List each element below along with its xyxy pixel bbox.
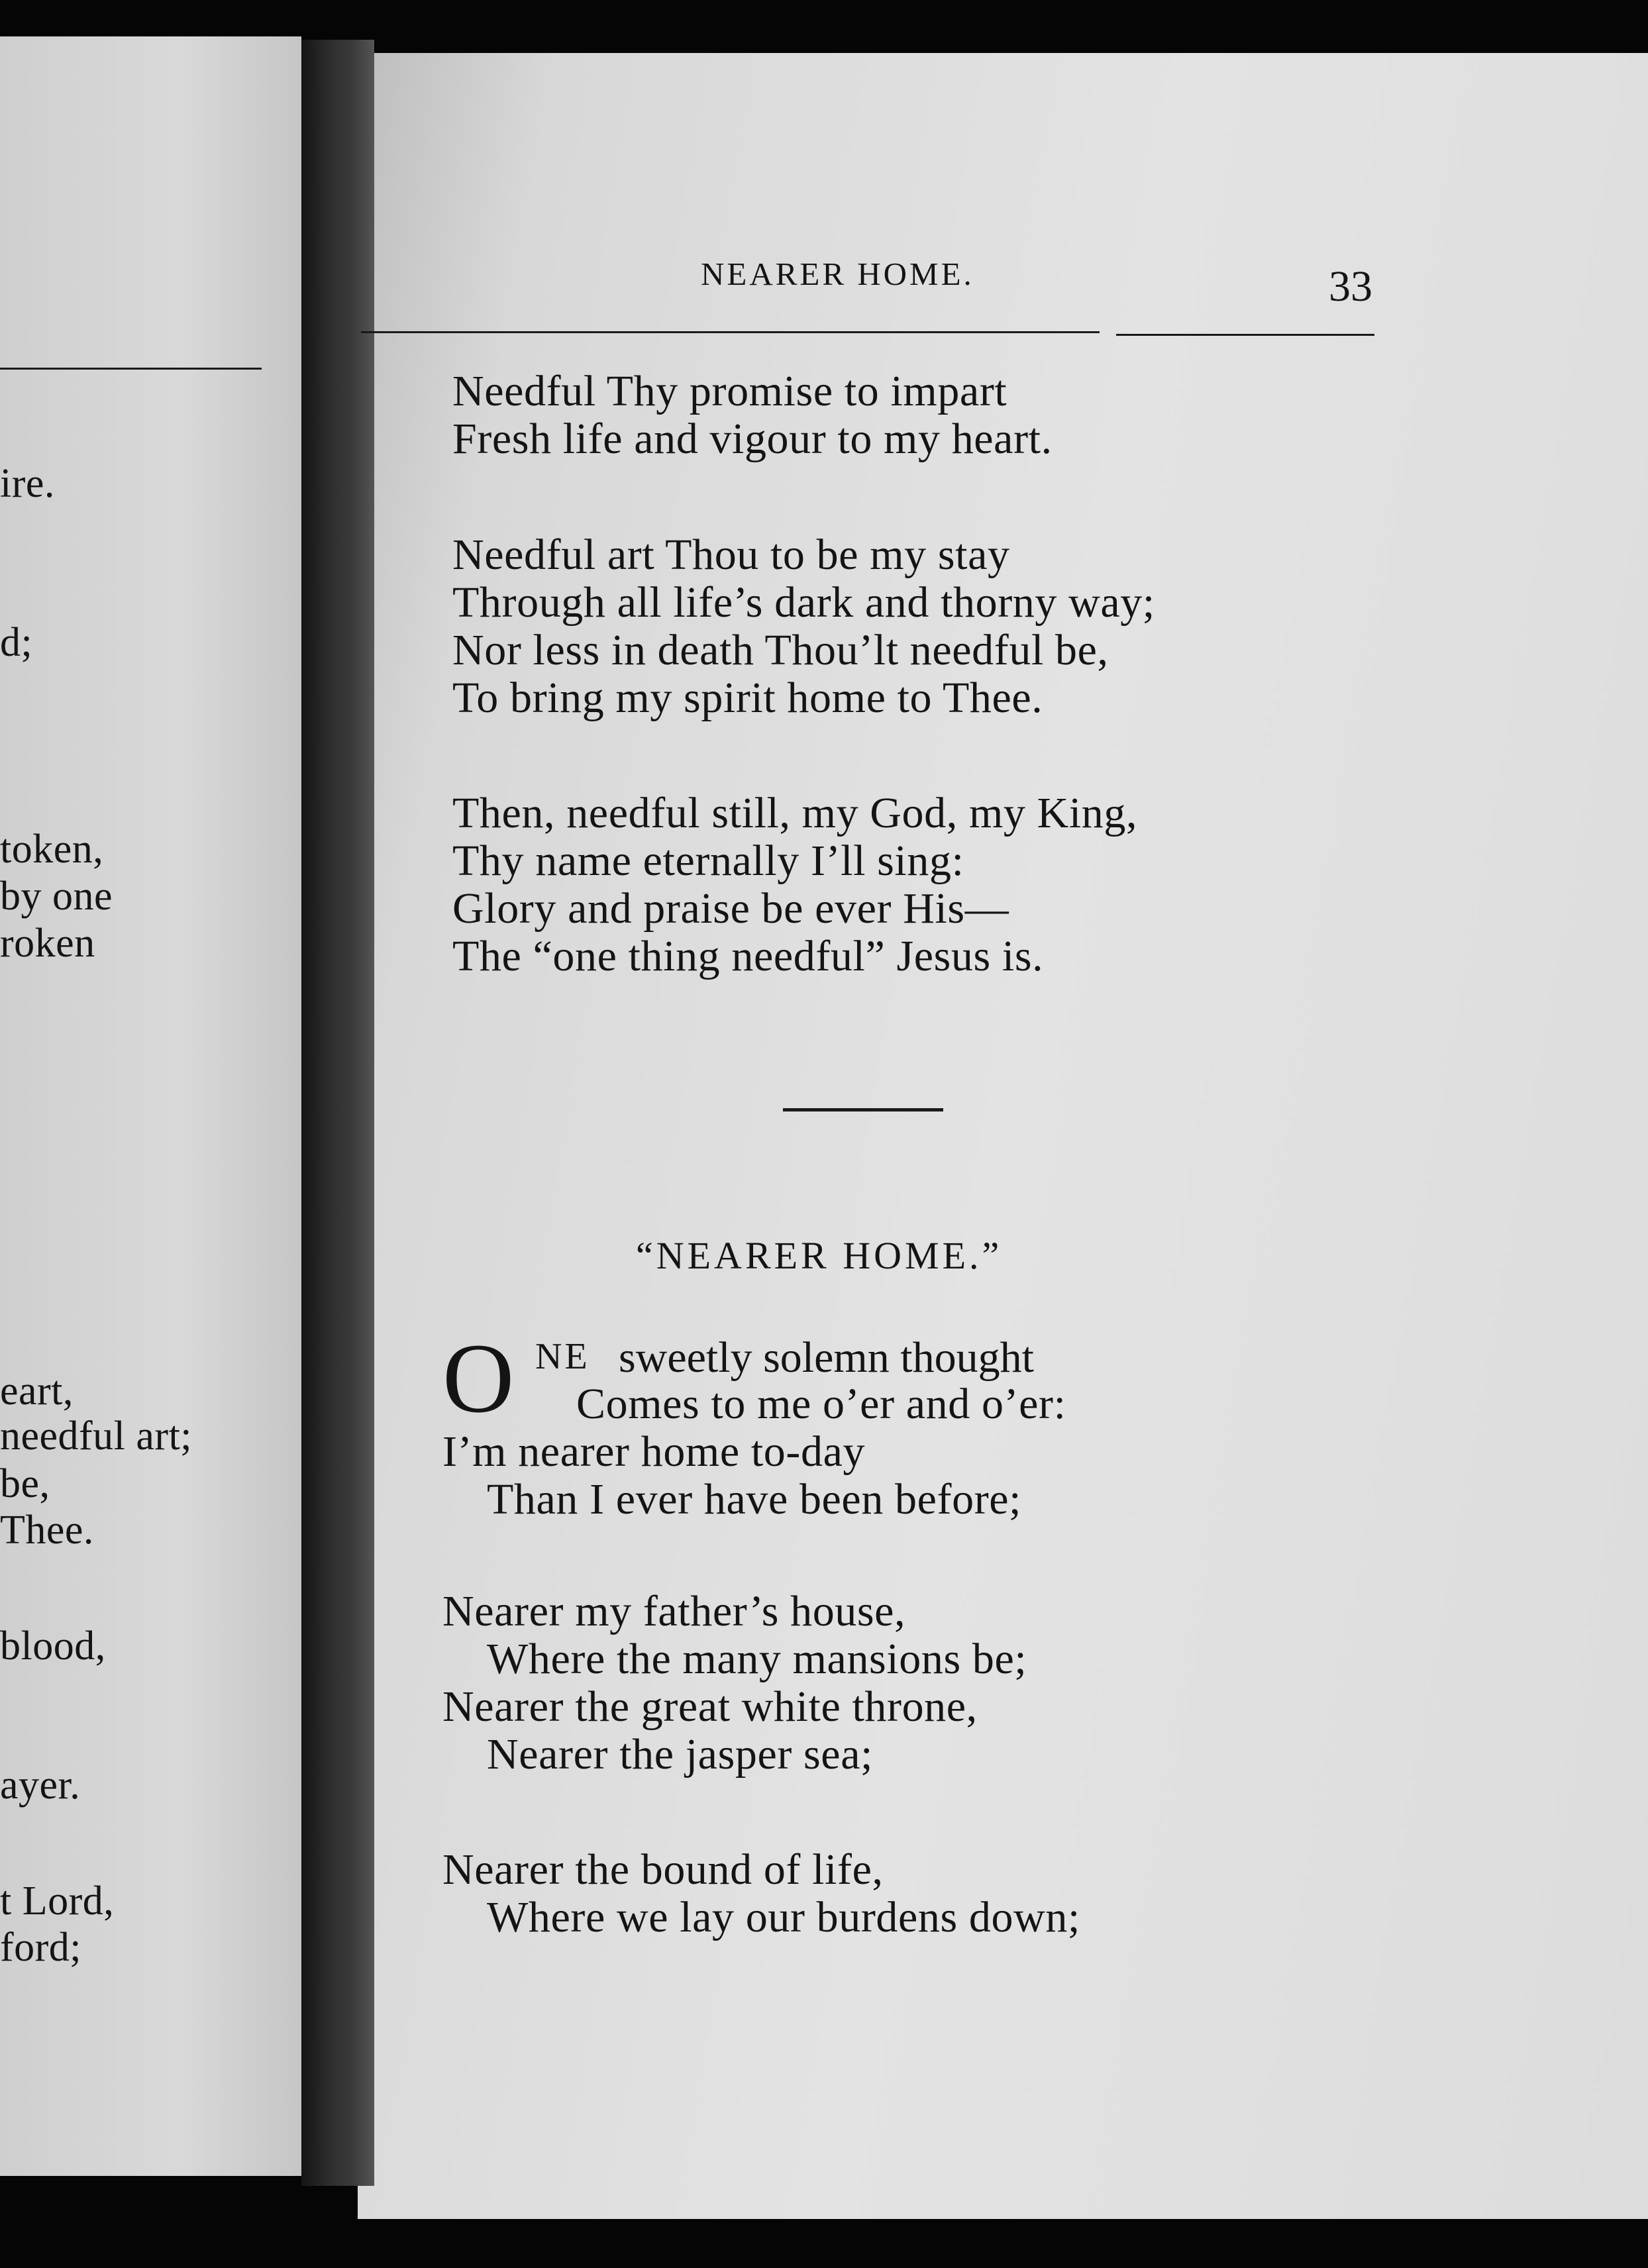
left-text-line: ford; [0,1925,82,1970]
left-text-line: token, [0,827,104,872]
header-rule-right [1116,334,1374,336]
left-text-line: by one [0,874,113,919]
book-gutter [301,40,374,2186]
left-text-line: eart, [0,1368,74,1414]
verse-line: I’m nearer home to-day [442,1427,866,1476]
left-text-line: ayer. [0,1763,81,1808]
left-text-line: t Lord, [0,1879,115,1924]
verse-line: Nor less in death Thou’lt needful be, [452,626,1109,674]
header-rule-left [361,331,1100,333]
verse-line: Than I ever have been before; [487,1475,1022,1523]
verse-line: To bring my spirit home to Thee. [452,674,1043,722]
left-text-line: ire. [0,461,55,506]
verse-line: The “one thing needful” Jesus is. [452,932,1044,980]
verse-line: Through all life’s dark and thorny way; [452,578,1155,627]
page-number: 33 [1329,262,1372,311]
book-page-left [0,36,301,2176]
verse-line: Where we lay our burdens down; [487,1893,1080,1941]
drop-cap-continuation: NE [535,1336,590,1377]
verse-line: Needful Thy promise to impart [452,367,1007,415]
verse-line: Where the many mansions be; [487,1635,1027,1683]
verse-line: Comes to me o’er and o’er: [576,1380,1066,1428]
left-text-line: roken [0,921,95,966]
verse-line: Nearer my father’s house, [442,1587,906,1635]
verse-line: Fresh life and vigour to my heart. [452,415,1053,463]
section-divider [783,1108,943,1111]
verse-line: sweetly solemn thought [619,1333,1034,1382]
left-text-line: needful art; [0,1414,193,1459]
left-text-line: blood, [0,1624,106,1669]
verse-line: Nearer the bound of life, [442,1845,884,1894]
verse-line: Thy name eternally I’ll sing: [452,837,964,885]
verse-line: Nearer the great white throne, [442,1682,978,1731]
verse-line: Then, needful still, my God, my King, [452,789,1138,837]
running-title: NEARER HOME. [701,256,974,292]
drop-cap: O [442,1323,515,1433]
verse-line: Nearer the jasper sea; [487,1730,874,1778]
verse-line: Needful art Thou to be my stay [452,531,1010,579]
verse-line: Glory and praise be ever His— [452,884,1009,933]
left-header-rule [0,368,262,370]
poem-title: “NEARER HOME.” [636,1234,1003,1277]
left-text-line: Thee. [0,1508,94,1553]
left-text-line: be, [0,1461,50,1506]
left-text-line: d; [0,620,33,665]
